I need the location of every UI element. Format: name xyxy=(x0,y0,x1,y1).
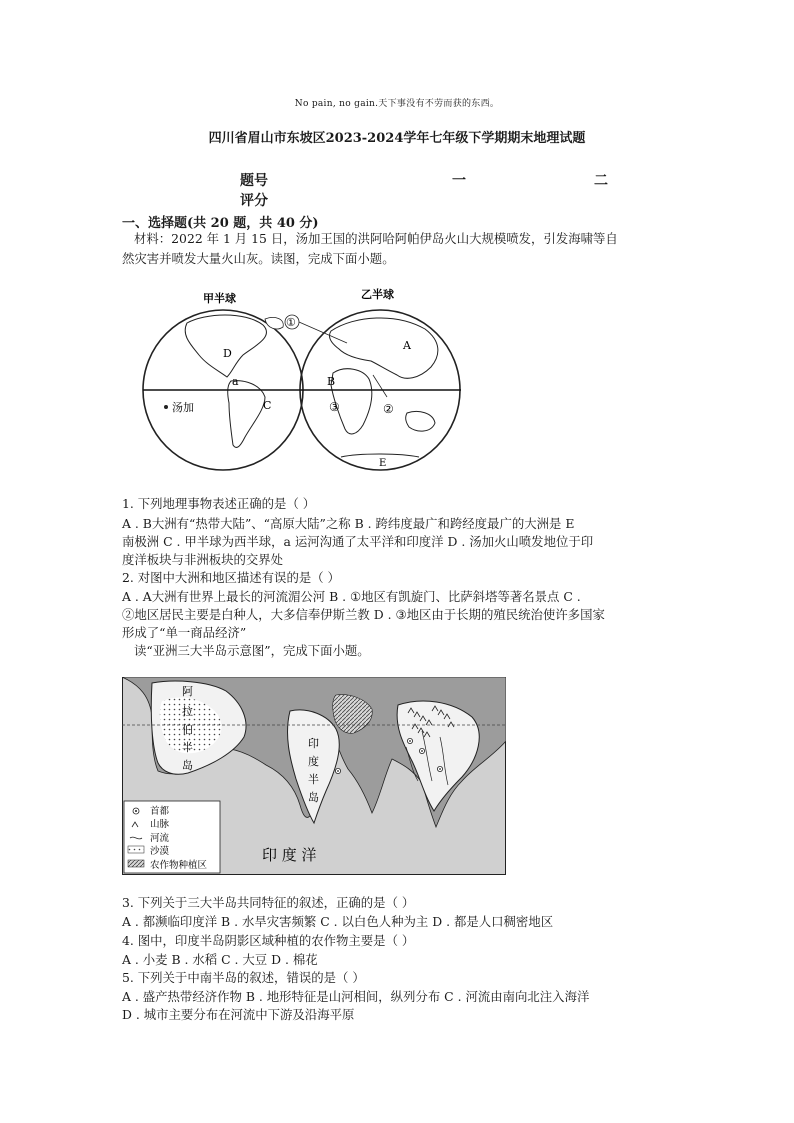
q2-line-1: A . A大洲有世界上最长的河流湄公河 B . ①地区有凯旋门、比萨斜塔等著名景点 C . xyxy=(122,589,581,604)
label-3: ③ xyxy=(329,400,340,414)
legend-crop: 农作物种植区 xyxy=(150,860,208,871)
q5-line-1: A . 盛产热带经济作物 B . 地形特征是山河相间，纵列分布 C . 河流由南向北注入海洋 xyxy=(122,989,590,1004)
australia xyxy=(406,411,435,431)
arabia-char-5: 岛 xyxy=(182,759,193,772)
q1-stem: 1. 下列地理事物表述正确的是（ ） xyxy=(122,496,316,511)
q4-stem: 4. 图中，印度半岛阴影区域种植的农作物主要是（ ） xyxy=(122,933,415,948)
legend-desert: 沙漠 xyxy=(150,846,170,857)
label-a: a xyxy=(232,375,239,388)
score-label-number: 题号 xyxy=(240,173,268,189)
material-line-1: 材料：2022 年 1 月 15 日，汤加王国的洪阿哈阿帕伊岛火山大规模喷发，引发海啸等自 xyxy=(134,231,618,246)
legend-desert-icon xyxy=(128,846,144,853)
reading-instruction: 读“亚洲三大半岛示意图”，完成下面小题。 xyxy=(134,643,370,658)
legend-river: 河流 xyxy=(150,833,170,844)
q1-line-3: 度洋板块与非洲板块的交界处 xyxy=(122,552,284,567)
arabia-char-2: 拉 xyxy=(182,705,193,718)
q3-stem: 3. 下列关于三大半岛共同特征的叙述，正确的是（ ） xyxy=(122,895,415,910)
q4-line-1: A . 小麦 B . 水稻 C . 大豆 D . 棉花 xyxy=(122,952,318,967)
north-america xyxy=(185,315,266,377)
q5-line-2: D . 城市主要分布在河流中下游及沿海平原 xyxy=(122,1007,355,1022)
legend-capital: 首都 xyxy=(150,806,170,817)
label-tonga: 汤加 xyxy=(172,401,194,414)
material-line-2: 然灾害并喷发大量火山灰。读图，完成下面小题。 xyxy=(122,251,395,266)
q3-line-1: A . 都濒临印度洋 B . 水旱灾害频繁 C . 以白色人种为主 D . 都是人口稠密地区 xyxy=(122,914,554,929)
paper-title: 四川省眉山市东坡区2023-2024学年七年级下学期期末地理试题 xyxy=(208,131,586,146)
arabia-char-4: 半 xyxy=(182,741,193,754)
greenland xyxy=(265,317,283,329)
indian-ocean-label: 印 度 洋 xyxy=(262,846,317,864)
antarctica xyxy=(341,454,419,457)
label-1: ① xyxy=(286,316,296,329)
label-B: B xyxy=(327,375,336,388)
q1-line-2: 南极洲 C . 甲半球为西半球，a 运河沟通了太平洋和印度洋 D . 汤加火山喷发地位于印 xyxy=(122,534,594,549)
arabia-char-3: 伯 xyxy=(182,723,193,736)
score-col-2: 二 xyxy=(594,173,608,189)
score-col-1: 一 xyxy=(452,173,466,189)
arabia-char-1: 阿 xyxy=(182,685,193,698)
section-title: 一、选择题(共 20 题，共 40 分) xyxy=(122,216,319,231)
asia-peninsulas-map xyxy=(122,677,506,875)
motto: No pain, no gain.天下事没有不劳而获的东西。 xyxy=(294,99,500,109)
label-d: D xyxy=(223,347,232,360)
q2-line-3: 形成了“单一商品经济” xyxy=(122,625,247,640)
q5-stem: 5. 下列关于中南半岛的叙述，错误的是（ ） xyxy=(122,970,365,985)
q2-stem: 2. 对图中大洲和地区描述有误的是（ ） xyxy=(122,570,340,585)
legend-crop-icon xyxy=(128,860,144,867)
label-A: A xyxy=(403,339,411,352)
score-label-score: 评分 xyxy=(240,193,268,209)
right-hemisphere-title: 乙半球 xyxy=(361,288,394,301)
india-char-4: 岛 xyxy=(308,791,319,804)
legend-mountain: 山脉 xyxy=(150,819,170,830)
label-2: ② xyxy=(383,402,394,416)
left-hemisphere-title: 甲半球 xyxy=(203,292,236,305)
q1-line-1: A . B大洲有“热带大陆”、“高原大陆”之称 B . 跨纬度最广和跨经度最广的大洲是 E xyxy=(122,516,575,531)
q2-line-2: ②地区居民主要是白种人，大多信奉伊斯兰教 D . ③地区由于长期的殖民统治使许多国家 xyxy=(122,607,605,622)
india-char-3: 半 xyxy=(308,773,319,786)
label-c: C xyxy=(263,399,272,412)
india-char-2: 度 xyxy=(308,755,319,768)
india-char-1: 印 xyxy=(308,737,319,750)
label-E: E xyxy=(379,458,387,469)
hemispheres-map xyxy=(135,285,465,475)
